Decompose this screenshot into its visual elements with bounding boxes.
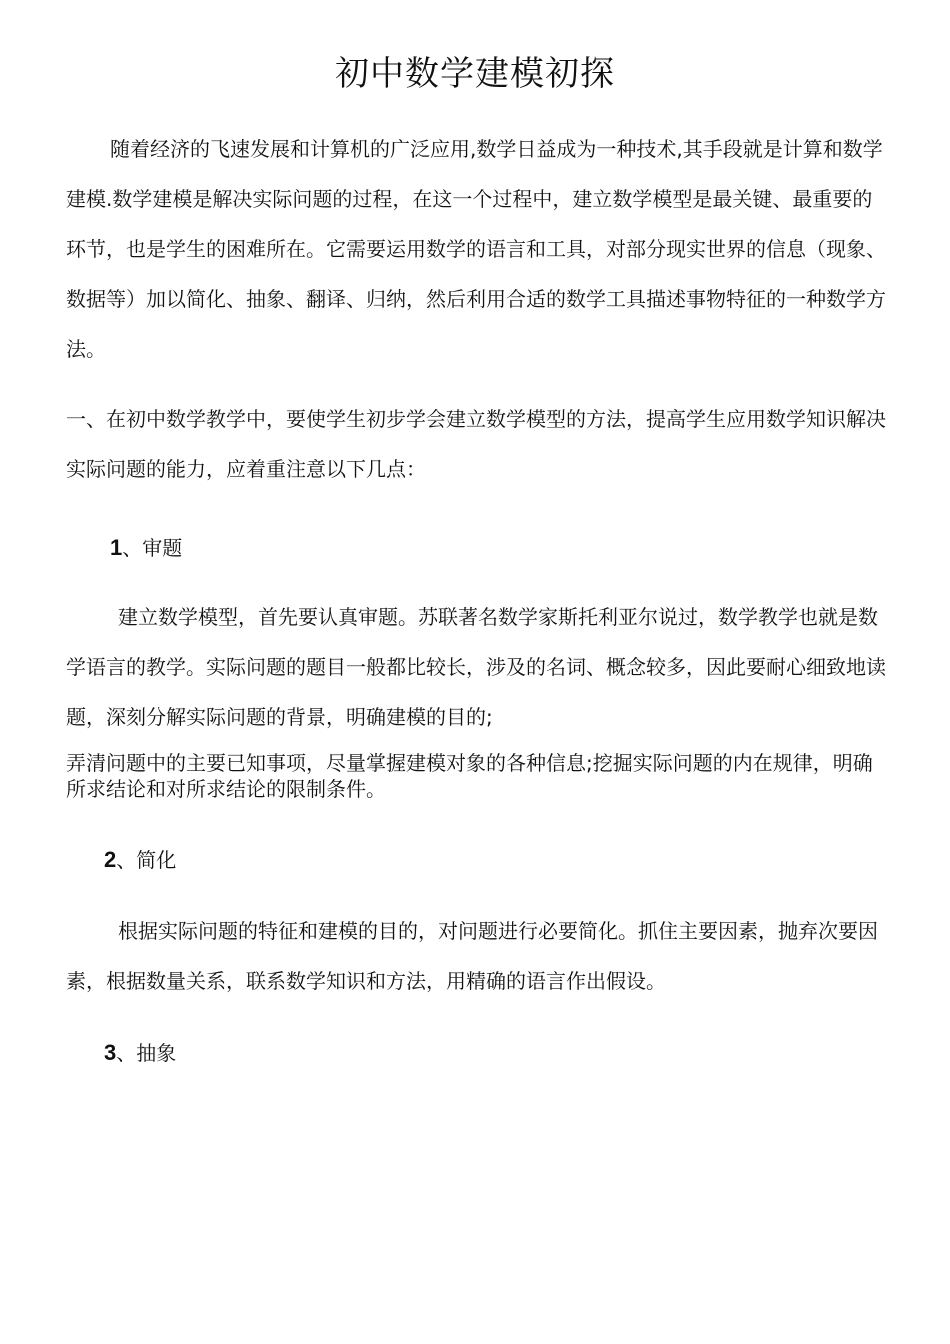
intro-paragraph: 随着经济的飞速发展和计算机的广泛应用,数学日益成为一种技术,其手段就是计算和数学建模.数学建模是解决实际问题的过程，在这一个过程中，建立数学模型是最关键、最重要的环节，也是学生的困难所在。它需要运用数学的语言和工具，对部分现实世界的信息（现象、数据等）加以简化、抽象、翻译、归纳，然后利用合适的数学工具描述事物特征的一种数学方法。 bbox=[66, 137, 886, 361]
point-2-label: 、简化 bbox=[116, 848, 177, 872]
document-title: 初中数学建模初探 bbox=[335, 54, 615, 94]
point-3-label: 、抽象 bbox=[116, 1041, 177, 1065]
point-2-number: 2 bbox=[104, 847, 117, 872]
point-1-paragraph-1: 建立数学模型，首先要认真审题。苏联著名数学家斯托利亚尔说过，数学教学也就是数学语言的教学。实际问题的题目一般都比较长，涉及的名词、概念较多，因此要耐心细致地读题，深刻分解实际问题的背景，明确建模的目的; bbox=[66, 605, 886, 729]
point-3-heading bbox=[104, 1038, 176, 1068]
point-3-number: 3 bbox=[104, 1040, 117, 1065]
point-1-heading bbox=[110, 533, 182, 563]
point-2-paragraph-1: 根据实际问题的特征和建模的目的，对问题进行必要简化。抓住主要因素，抛弃次要因素，根据数量关系，联系数学知识和方法，用精确的语言作出假设。 bbox=[66, 919, 878, 993]
point-1-paragraph-2: 弄清问题中的主要已知事项，尽量掌握建模对象的各种信息;挖掘实际问题的内在规律，明确所求结论和对所求结论的限制条件。 bbox=[66, 751, 873, 801]
point-1-label: 、审题 bbox=[122, 536, 183, 560]
point-2-heading bbox=[104, 845, 176, 875]
section-one-paragraph: 一、在初中数学教学中，要使学生初步学会建立数学模型的方法，提高学生应用数学知识解决实际问题的能力，应着重注意以下几点： bbox=[66, 407, 886, 481]
point-1-number: 1 bbox=[110, 535, 123, 560]
